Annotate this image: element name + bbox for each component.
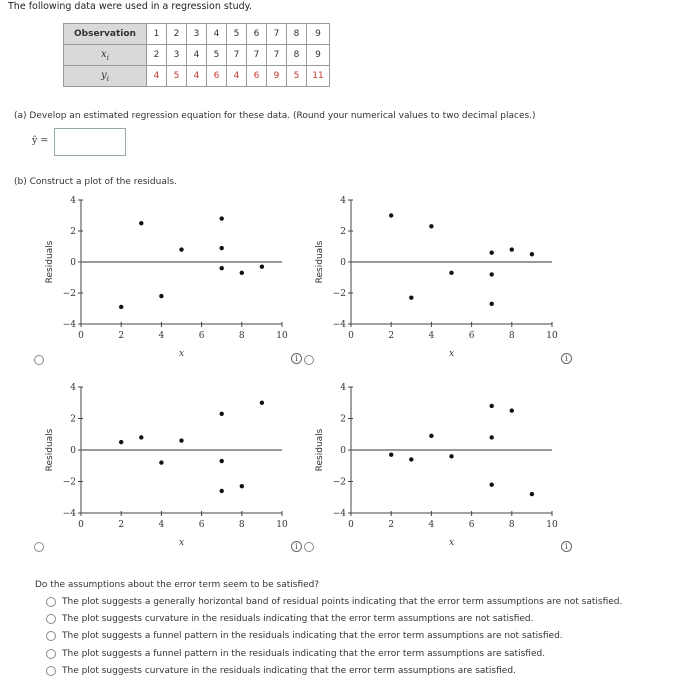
- plot-3-info-icon[interactable]: i: [291, 541, 302, 552]
- residual-point: [530, 492, 534, 496]
- x-tick-label: 0: [78, 331, 84, 341]
- x-tick-label: 0: [348, 331, 354, 341]
- residual-point: [220, 489, 224, 493]
- y-cell: 4: [187, 66, 207, 87]
- x-tick-label: 4: [428, 331, 435, 341]
- y-tick-label: 4: [340, 383, 346, 393]
- x-tick-label: 6: [198, 520, 205, 530]
- plot-1-info-icon[interactable]: i: [291, 353, 302, 364]
- residual-point: [510, 247, 514, 251]
- residual-point: [240, 484, 244, 488]
- y-tick-label: −4: [332, 320, 346, 330]
- plot-4-info-icon[interactable]: i: [561, 541, 572, 552]
- y-tick-label: 4: [340, 196, 346, 206]
- x-axis-label: x: [448, 349, 455, 359]
- residual-point: [119, 440, 123, 444]
- x-tick-label: 2: [388, 331, 395, 341]
- residual-point: [449, 271, 453, 275]
- x-tick-label: 6: [468, 331, 475, 341]
- option-funnel-not-satisfied[interactable]: The plot suggests a funnel pattern in the residuals indicating that the error term assumptions are not satisfied.: [46, 631, 563, 641]
- residual-point: [139, 435, 143, 439]
- x-cell: 9: [307, 45, 330, 66]
- y-tick-label: −4: [62, 509, 76, 519]
- residual-point: [490, 251, 494, 255]
- residual-point: [139, 221, 143, 225]
- x-tick-label: 8: [508, 520, 515, 530]
- residual-point: [240, 271, 244, 275]
- residual-point: [220, 266, 224, 270]
- part-a-prompt: (a) Develop an estimated regression equation for these data. (Round your numerical values to two decimal places.): [14, 111, 536, 121]
- assumption-question: Do the assumptions about the error term seem to be satisfied?: [35, 580, 320, 590]
- residual-point: [490, 482, 494, 486]
- residual-point: [260, 264, 264, 268]
- x-tick-label: 4: [158, 520, 165, 530]
- residual-point: [119, 305, 123, 309]
- y-tick-label: 2: [340, 227, 346, 237]
- y-cell: 11: [307, 66, 330, 87]
- y-axis-label: Residuals: [45, 428, 55, 472]
- y-tick-label: 0: [70, 258, 76, 268]
- residual-point: [409, 295, 413, 299]
- residual-point: [389, 453, 393, 457]
- residual-point: [179, 247, 183, 251]
- option-radio[interactable]: [46, 597, 56, 607]
- x-tick-label: 4: [428, 520, 435, 530]
- y-tick-label: 2: [70, 227, 76, 237]
- obs-cell: 1: [147, 24, 167, 45]
- y-cell: 5: [287, 66, 307, 87]
- x-tick-label: 8: [238, 331, 245, 341]
- obs-cell: 4: [207, 24, 227, 45]
- y-cell: 6: [247, 66, 267, 87]
- x-tick-label: 2: [388, 520, 395, 530]
- y-tick-label: −2: [332, 289, 346, 299]
- option-radio[interactable]: [46, 666, 56, 676]
- y-tick-label: 4: [70, 383, 76, 393]
- y-cell: 9: [267, 66, 287, 87]
- x-tick-label: 2: [118, 331, 125, 341]
- y-tick-label: 0: [70, 446, 76, 456]
- residual-point: [260, 401, 264, 405]
- obs-cell: 6: [247, 24, 267, 45]
- plot-3-radio[interactable]: [34, 542, 44, 552]
- obs-cell: 2: [167, 24, 187, 45]
- obs-cell: 5: [227, 24, 247, 45]
- residual-point: [159, 294, 163, 298]
- y-cell: 6: [207, 66, 227, 87]
- x-cell: 3: [167, 45, 187, 66]
- y-cell: 4: [227, 66, 247, 87]
- option-curvature-satisfied[interactable]: The plot suggests curvature in the residuals indicating that the error term assumptions are satisfied.: [46, 666, 516, 676]
- x-tick-label: 4: [158, 331, 165, 341]
- residual-point: [490, 435, 494, 439]
- x-cell: 7: [267, 45, 287, 66]
- y-axis-label: Residuals: [315, 428, 325, 472]
- residual-point: [429, 434, 433, 438]
- residual-point: [159, 460, 163, 464]
- plot-2-radio[interactable]: [304, 355, 314, 365]
- option-radio[interactable]: [46, 631, 56, 641]
- part-b-prompt: (b) Construct a plot of the residuals.: [14, 177, 177, 187]
- obs-cell: 8: [287, 24, 307, 45]
- residual-point: [449, 454, 453, 458]
- x-axis-label: x: [178, 538, 185, 548]
- x-tick-label: 6: [468, 520, 475, 530]
- x-cell: 2: [147, 45, 167, 66]
- obs-cell: 9: [307, 24, 330, 45]
- plot-2-info-icon[interactable]: i: [561, 353, 572, 364]
- x-cell: 4: [187, 45, 207, 66]
- x-cell: 5: [207, 45, 227, 66]
- y-axis-label: Residuals: [45, 240, 55, 284]
- y-tick-label: 2: [70, 414, 76, 425]
- y-tick-label: −2: [332, 477, 346, 488]
- residual-point: [179, 438, 183, 442]
- x-tick-label: 6: [198, 331, 205, 341]
- y-header: $y_i$: [64, 66, 147, 87]
- obs-cell: 3: [187, 24, 207, 45]
- y-tick-label: 4: [70, 196, 76, 206]
- y-tick-label: −4: [62, 320, 76, 330]
- residual-point: [429, 224, 433, 228]
- yhat-label: ŷ =: [32, 135, 49, 146]
- residual-point: [490, 404, 494, 408]
- y-tick-label: 0: [340, 446, 346, 456]
- x-tick-label: 10: [276, 331, 288, 341]
- plot-1-radio[interactable]: [34, 355, 44, 365]
- residual-point: [490, 272, 494, 276]
- residual-point: [220, 216, 224, 220]
- y-tick-label: 2: [340, 414, 346, 425]
- residual-point: [510, 408, 514, 412]
- observation-header: Observation: [64, 24, 147, 45]
- residual-point: [220, 246, 224, 250]
- y-tick-label: −2: [62, 477, 76, 488]
- plot-4-radio[interactable]: [304, 542, 314, 552]
- y-cell: 4: [147, 66, 167, 87]
- residual-point: [220, 412, 224, 416]
- y-cell: 5: [167, 66, 187, 87]
- option-radio[interactable]: [46, 614, 56, 624]
- y-tick-label: −2: [62, 289, 76, 299]
- option-horizontal-band-not-satisfied[interactable]: The plot suggests a generally horizontal band of residual points indicating that the error term assumptions are not satisfied.: [46, 597, 622, 607]
- option-curvature-not-satisfied[interactable]: The plot suggests curvature in the residuals indicating that the error term assumptions are not satisfied.: [46, 614, 534, 624]
- x-tick-label: 8: [508, 331, 515, 341]
- y-tick-label: 0: [340, 258, 346, 268]
- x-cell: 7: [247, 45, 267, 66]
- x-tick-label: 10: [276, 520, 288, 530]
- obs-cell: 7: [267, 24, 287, 45]
- residual-point: [220, 459, 224, 463]
- option-radio[interactable]: [46, 649, 56, 659]
- x-tick-label: 10: [546, 331, 558, 341]
- x-axis-label: x: [178, 349, 185, 359]
- x-axis-label: x: [448, 538, 455, 548]
- x-cell: 8: [287, 45, 307, 66]
- option-funnel-satisfied[interactable]: The plot suggests a funnel pattern in the residuals indicating that the error term assumptions are satisfied.: [46, 649, 545, 659]
- x-tick-label: 10: [546, 520, 558, 530]
- y-tick-label: −4: [332, 509, 346, 519]
- x-header: $x_i$: [64, 45, 147, 66]
- x-tick-label: 2: [118, 520, 125, 530]
- x-tick-label: 0: [348, 520, 354, 530]
- residual-point: [530, 252, 534, 256]
- x-tick-label: 0: [78, 520, 84, 530]
- residual-point: [389, 213, 393, 217]
- intro-text: The following data were used in a regression study.: [8, 1, 252, 12]
- x-tick-label: 8: [238, 520, 245, 530]
- x-cell: 7: [227, 45, 247, 66]
- residual-point: [490, 302, 494, 306]
- y-axis-label: Residuals: [315, 240, 325, 284]
- residual-point: [409, 457, 413, 461]
